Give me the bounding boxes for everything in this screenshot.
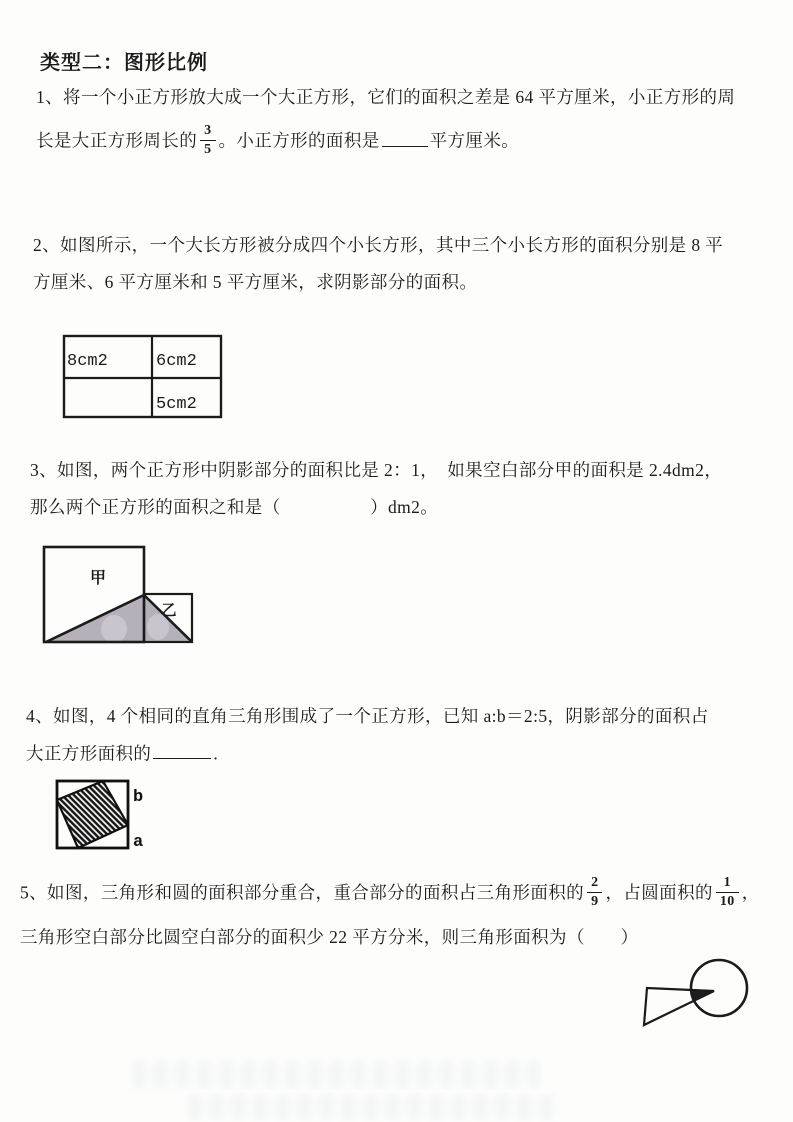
answer-blank-p1	[382, 127, 428, 146]
answer-blank-p4	[153, 740, 211, 759]
label-yi: 乙	[161, 603, 177, 619]
figure-two-squares-shaded	[40, 543, 198, 649]
problem-3-line-2: 那么两个正方形的面积之和是（ ）dm2。	[30, 497, 439, 517]
fraction-three-fifths	[200, 124, 215, 157]
label-b: b	[133, 788, 144, 807]
label-jia: 甲	[89, 570, 107, 587]
problem-3-line-1: 3、如图，两个正方形中阴影部分的面积比是 2：1， 如果空白部分甲的面积是 2.4dm2，	[30, 460, 723, 480]
fraction-denominator: 5	[204, 142, 212, 157]
problem-4-line-2	[26, 740, 218, 765]
problem-1-line-2-end: 平方厘米。	[429, 130, 520, 151]
problem-5-line-2: 三角形空白部分比圆空白部分的面积少 22 平方分米，则三角形面积为（ ）	[20, 927, 639, 947]
figure-inscribed-square	[53, 777, 147, 861]
problem-1-line-2-pre: 长是大正方形周长的	[36, 130, 198, 151]
fraction-one-tenth	[716, 876, 739, 909]
problem-2-line-2: 方厘米、6 平方厘米和 5 平方厘米，求阴影部分的面积。	[33, 272, 478, 292]
fraction-denominator: 10	[719, 894, 735, 909]
problem-5-line-1-mid: ，占圆面积的	[605, 882, 713, 903]
fraction-numerator: 3	[200, 124, 215, 141]
fraction-numerator: 1	[716, 876, 739, 893]
rectangle-outline	[64, 336, 221, 417]
problem-1-line-1: 1、将一个小正方形放大成一个大正方形，它们的面积之差是 64 平方厘米，小正方形的周	[36, 87, 736, 107]
fraction-denominator: 9	[591, 894, 599, 909]
fraction-numerator: 2	[587, 876, 602, 893]
problem-4-line-1: 4、如图，4 个相同的直角三角形围成了一个正方形，已知 a:b＝2:5，阴影部分的面积占	[26, 706, 709, 726]
area-label-5cm2: 5cm2	[156, 395, 197, 414]
fraction-two-ninths	[587, 876, 602, 909]
figure-divided-rectangle	[62, 334, 224, 420]
bleed-through-marks	[132, 1060, 542, 1088]
problem-1-line-2-mid: 。小正方形的面积是	[218, 130, 380, 151]
problem-4-line-2-pre: 大正方形面积的	[26, 743, 152, 764]
problem-2-line-1: 2、如图所示，一个大长方形被分成四个小长方形，其中三个小长方形的面积分别是 8 平	[33, 235, 724, 255]
problem-4-line-2-end: .	[213, 743, 219, 764]
label-a: a	[133, 833, 144, 852]
shade-highlight-spot	[101, 615, 127, 643]
figure-triangle-circle-overlap	[636, 948, 758, 1034]
page-title: 类型二：图形比例	[40, 52, 208, 74]
bleed-through-marks	[188, 1094, 558, 1120]
area-label-8cm2: 8cm2	[67, 352, 108, 371]
problem-5-line-1	[20, 876, 760, 913]
area-label-6cm2: 6cm2	[156, 352, 197, 371]
problem-1-line-2	[36, 124, 519, 161]
circle-outline	[691, 960, 747, 1016]
inner-tilted-square-hatched	[57, 781, 128, 848]
problem-5-line-1-end: ，	[741, 882, 760, 903]
problem-5-line-1-pre: 5、如图，三角形和圆的面积部分重合，重合部分的面积占三角形面积的	[20, 882, 585, 903]
